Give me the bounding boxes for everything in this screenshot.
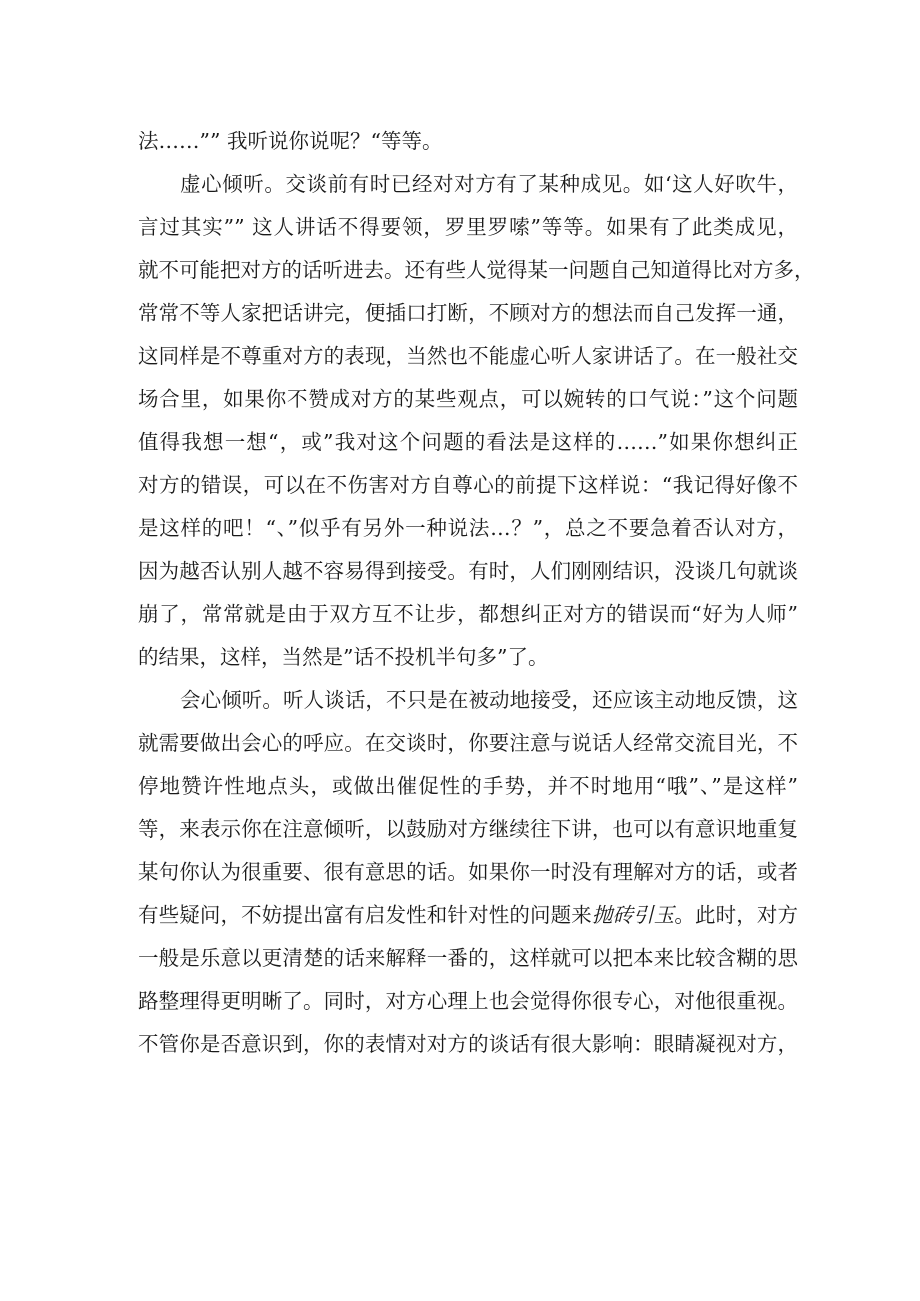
body-text <box>138 120 815 1066</box>
text-line: 不管你是否意识到，你的表情对对方的谈话有很大影响：眼睛凝视对方， <box>138 1032 798 1056</box>
text-line: 因为越否认别人越不容易得到接受。有时，人们刚刚结识，没谈几句就谈 <box>138 559 798 583</box>
text-line: 常常不等人家把话讲完，便插口打断，不顾对方的想法而自己发挥一通， <box>138 301 798 325</box>
paragraph-first-line: 会心倾听。听人谈话，不只是在被动地接受，还应该主动地反馈，这 <box>180 688 798 712</box>
text-line: 路整理得更明晰了。同时，对方心理上也会觉得你很专心，对他很重视。 <box>138 989 798 1013</box>
text-line: 停地赞许性地点头，或做出催促性的手势，并不时地用“哦”、”是这样” <box>138 774 798 798</box>
text-line: 这同样是不尊重对方的表现，当然也不能虚心听人家讲话了。在一般社交 <box>138 344 798 368</box>
text-line: 对方的错误，可以在不伤害对方自尊心的前提下这样说：“我记得好像不 <box>138 473 798 497</box>
text-line-with-idiom <box>138 894 798 937</box>
text-line: 言过其实”” 这人讲话不得要领，罗里罗嗦”等等。如果有了此类成见， <box>138 215 798 239</box>
text-segment: 。此时，对方 <box>674 903 799 927</box>
text-line: 就需要做出会心的呼应。在交谈时，你要注意与说话人经常交流目光，不 <box>138 731 798 755</box>
text-line: 等，来表示你在注意倾听，以鼓励对方继续往下讲，也可以有意识地重复 <box>138 817 798 841</box>
text-line: 法……”” 我听说你说呢？“等等。 <box>138 129 443 153</box>
text-line: 就不可能把对方的话听进去。还有些人觉得某一问题自己知道得比对方多， <box>138 258 815 282</box>
text-segment: 有些疑问，不妨提出富有启发性和针对性的问题来 <box>138 903 592 927</box>
text-line: 的结果，这样，当然是”话不投机半句多”了。 <box>138 645 549 669</box>
text-line: 场合里，如果你不赞成对方的某些观点，可以婉转的口气说：”这个问题 <box>138 387 798 411</box>
text-line: 是这样的吧！“、”似乎有另外一种说法…？”，总之不要急着否认对方， <box>138 516 798 540</box>
text-line: 一般是乐意以更清楚的话来解释一番的，这样就可以把本来比较含糊的思 <box>138 946 798 970</box>
text-line: 值得我想一想“，或”我对这个问题的看法是这样的……”如果你想纠正 <box>138 430 798 454</box>
text-line: 崩了，常常就是由于双方互不让步，都想纠正对方的错误而“好为人师” <box>138 602 798 626</box>
paragraph-first-line: 虚心倾听。交谈前有时已经对对方有了某种成见。如‘这人好吹牛， <box>180 172 798 196</box>
idiom-text: 抛砖引玉 <box>591 903 675 927</box>
text-line: 某句你认为很重要、很有意思的话。如果你一时没有理解对方的话，或者 <box>138 860 798 884</box>
